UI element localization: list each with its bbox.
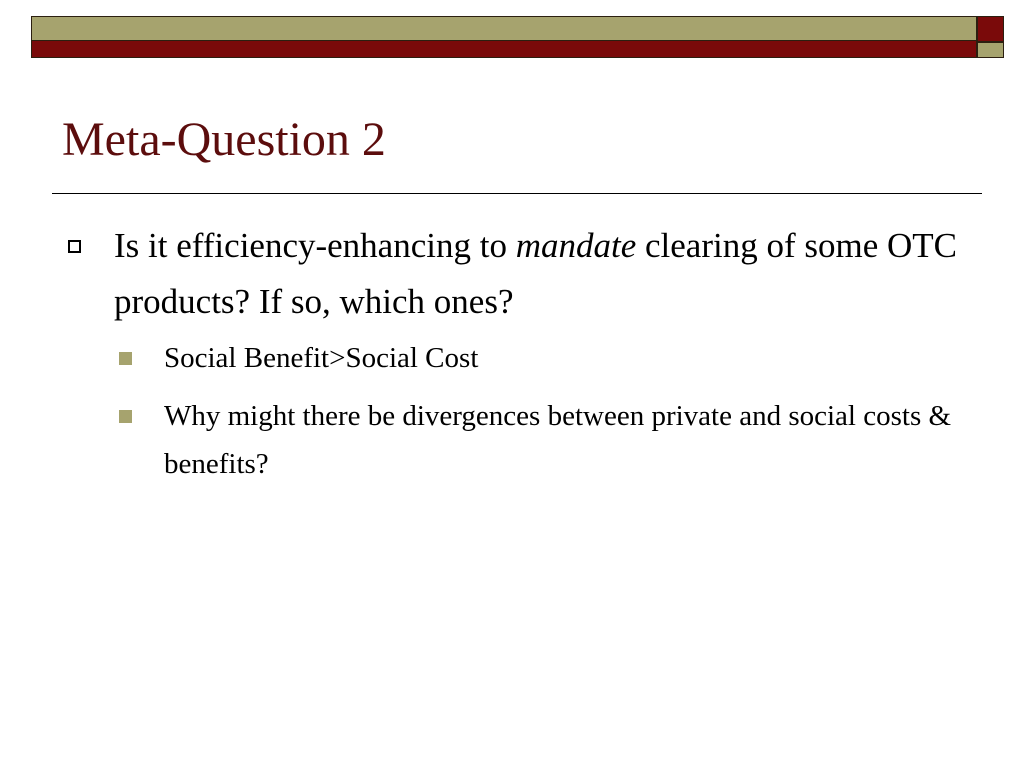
bullet-level1 [62, 218, 982, 330]
header-band [31, 16, 977, 58]
header-band-red-stripe [32, 41, 976, 57]
subbullet-item [62, 392, 982, 488]
title-divider [52, 193, 982, 194]
corner-square-red [977, 16, 1004, 42]
slide-title: Meta-Question 2 [62, 113, 386, 166]
subbullet-list [62, 334, 982, 488]
hollow-square-bullet-icon [68, 240, 81, 253]
subbullet-text: Why might there be divergences between private and social costs & benefits? [164, 400, 952, 480]
filled-square-bullet-icon [119, 410, 132, 423]
subbullet-text: Social Benefit>Social Cost [164, 342, 479, 374]
bullet1-emphasis: mandate [515, 226, 637, 265]
header-band-olive-stripe [32, 17, 976, 41]
subbullet-item [62, 334, 982, 382]
bullet1-text-after: clearing of some OTC products? If so, which ones? [114, 226, 957, 321]
corner-square-olive [977, 42, 1004, 58]
slide-body [62, 218, 982, 498]
bullet1-text-before: Is it efficiency-enhancing to [114, 226, 516, 265]
filled-square-bullet-icon [119, 352, 132, 365]
